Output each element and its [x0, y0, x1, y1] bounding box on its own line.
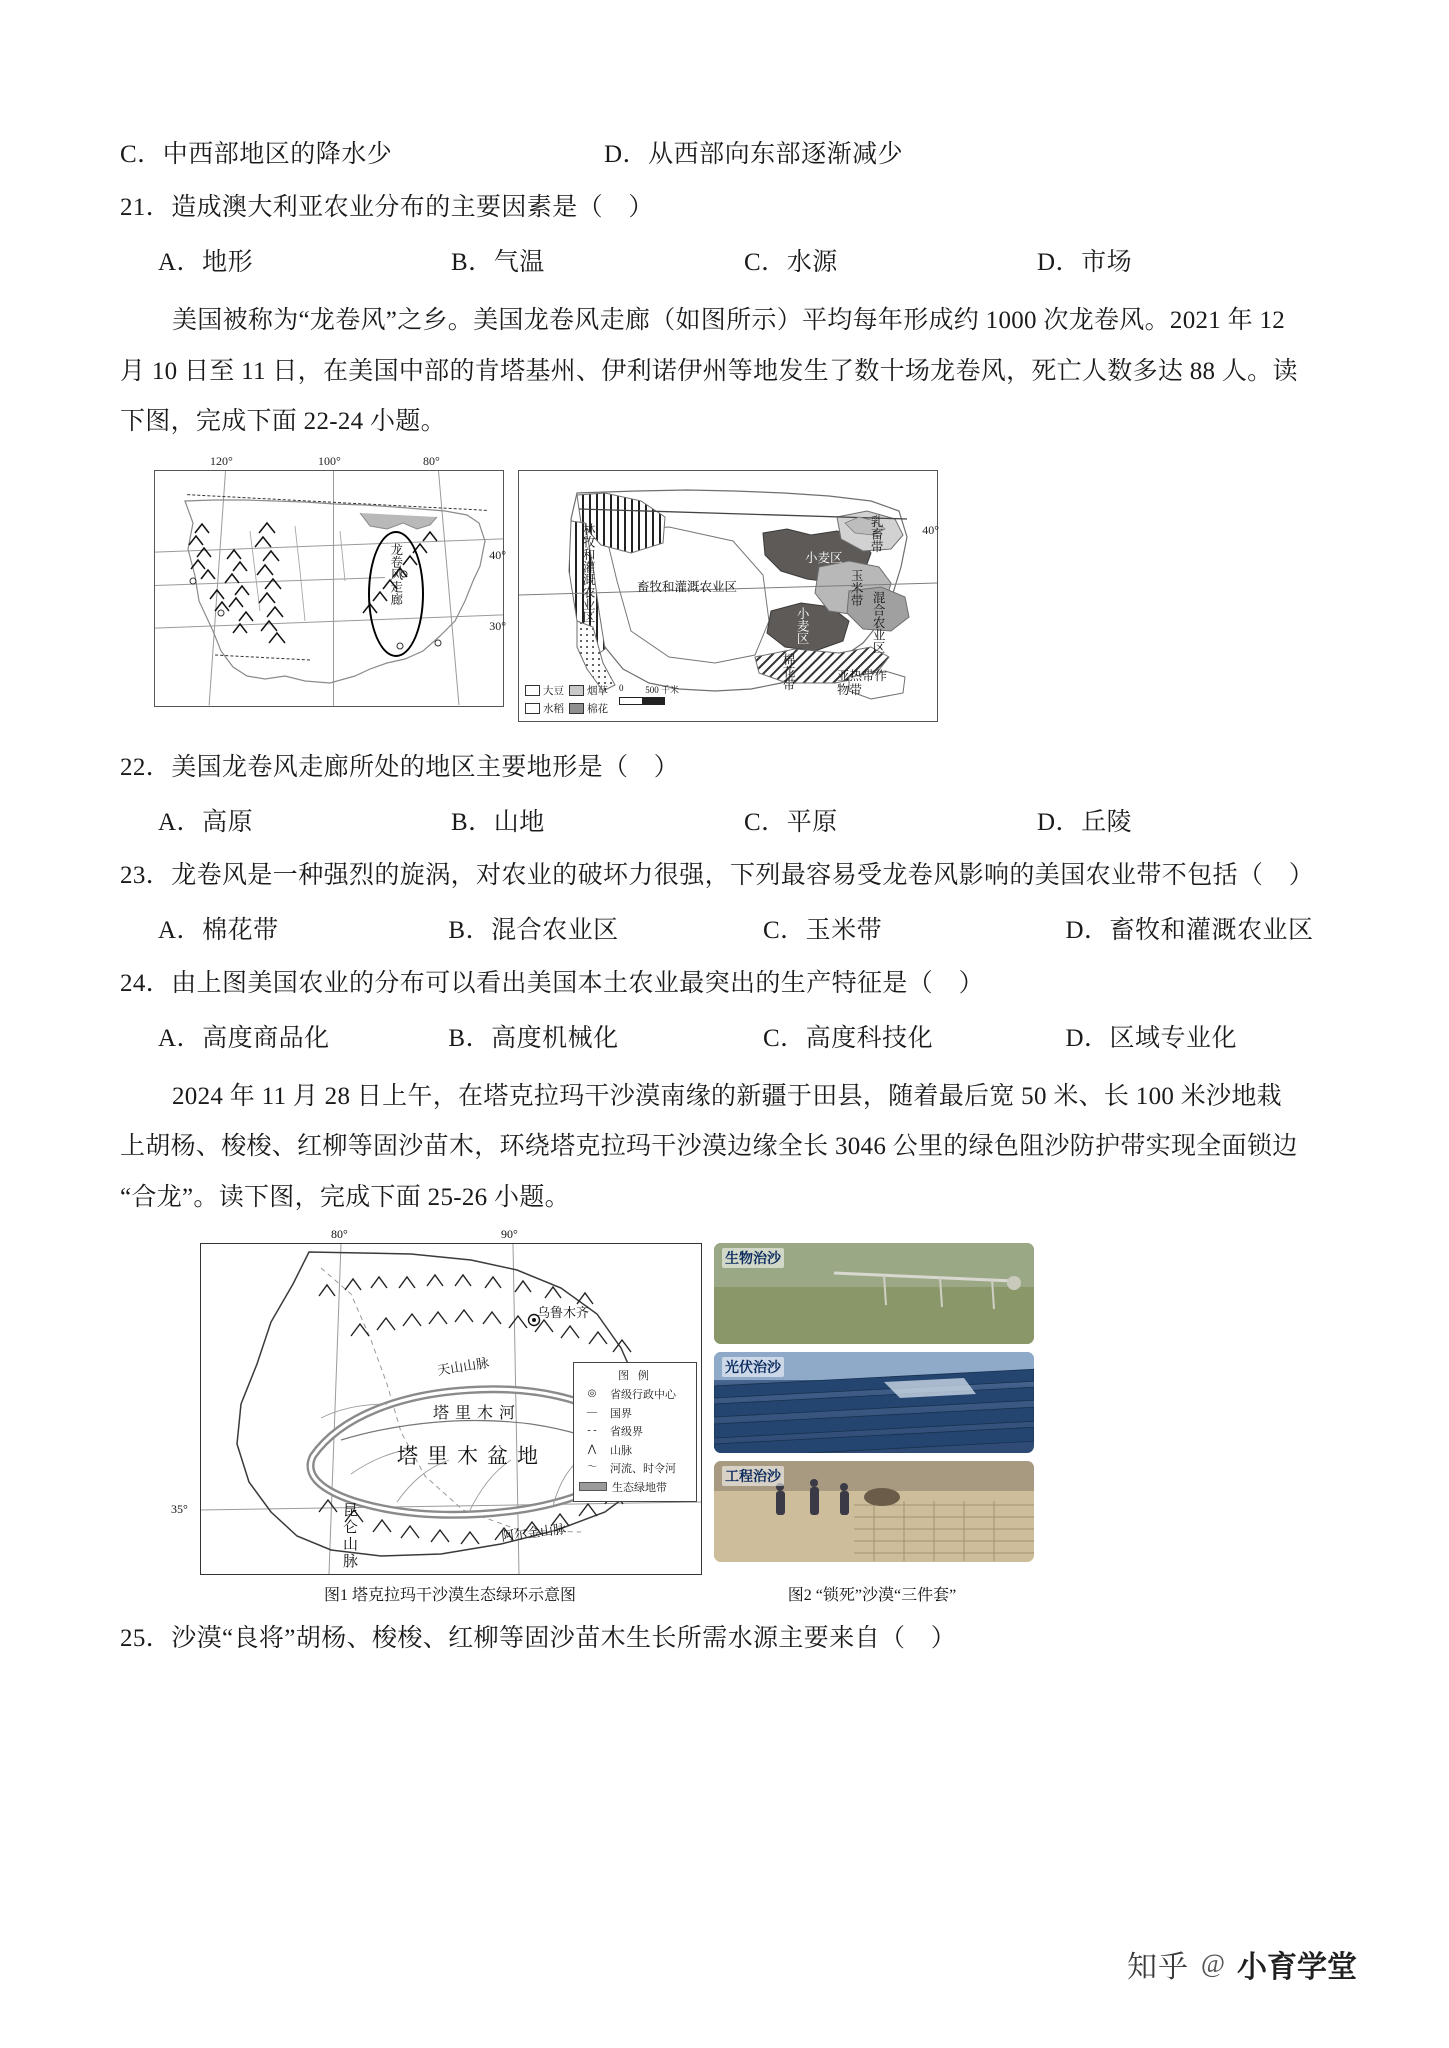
- legend-label: 水稻: [543, 703, 564, 715]
- legend-label: 烟草: [587, 685, 608, 697]
- lon-label-120: 120°: [210, 453, 233, 468]
- region-label-subtropical: 亚热带作物带: [837, 668, 888, 697]
- option-text: 玉米带: [805, 916, 883, 944]
- place-label-tarim-river: 塔里木河: [433, 1405, 522, 1422]
- page-content: [120, 120, 1330, 1661]
- q21-options: [120, 242, 1330, 278]
- option-key: D．: [1065, 916, 1110, 944]
- region-label-cotton-belt: 棉花带: [781, 652, 796, 690]
- option-text: 棉花带: [202, 916, 279, 944]
- region-label-dairy-belt: 乳畜带: [869, 514, 884, 552]
- option-key: B．: [448, 916, 492, 944]
- option-key: B．: [448, 1024, 492, 1052]
- option-key: D．: [1037, 249, 1082, 276]
- photo-label: 光伏治沙: [722, 1357, 784, 1377]
- legend-label: 省级行政中心: [610, 1389, 676, 1401]
- caption-fig1: 图1 塔克拉玛干沙漠生态绿环示意图: [323, 1587, 576, 1604]
- q24-options: [120, 1018, 1330, 1054]
- passage-line: 月 10 日至 11 日，在美国中部的肯塔基州、伊利诺伊州等地发生了数十场龙卷风，死亡人数多达 88 人。读: [120, 357, 1298, 385]
- region-label-wheat-south: 小麦区: [795, 606, 810, 644]
- lat-label-40: 40°: [489, 547, 506, 562]
- rice-icon: [525, 703, 540, 714]
- map-tarim-basin: [171, 1227, 702, 1575]
- question-22-stem: 22．美国龙卷风走廊所处的地区主要地形是（ ）: [120, 753, 680, 781]
- legend-title: 图 例: [618, 1370, 652, 1382]
- passage-line: “合龙”。读下图，完成下面 25-26 小题。: [120, 1183, 570, 1211]
- option-key: C．: [762, 916, 806, 944]
- place-label-altun: 阿尔金山脉: [500, 1521, 567, 1544]
- option-text: 气温: [493, 249, 545, 276]
- option-key: A．: [158, 1024, 203, 1052]
- option-text: 丘陵: [1081, 808, 1133, 836]
- scale-start: 0: [619, 682, 624, 693]
- capital-icon: ◎: [587, 1388, 597, 1399]
- legend-label: 生态绿地带: [612, 1481, 667, 1494]
- legend-label: 山脉: [610, 1444, 632, 1457]
- river-icon: 〜: [587, 1462, 597, 1473]
- option-text: 区域专业化: [1109, 1024, 1238, 1052]
- option-key: A．: [158, 249, 203, 276]
- option-text: 中西部地区的降水少: [162, 141, 393, 168]
- legend-label: 大豆: [543, 685, 564, 697]
- legend-label: 国界: [610, 1407, 632, 1420]
- region-label-livestock-irrigation: 畜牧和灌溉农业区: [637, 579, 738, 594]
- option-key: C．: [744, 808, 787, 836]
- lon-label-80: 80°: [423, 453, 440, 468]
- cotton-icon: [569, 703, 584, 714]
- place-label-urumqi: 乌鲁木齐: [537, 1305, 590, 1320]
- option-text: 地形: [202, 249, 254, 276]
- lat-label-30: 30°: [489, 618, 506, 633]
- option-text: 高原: [202, 808, 254, 836]
- place-label-tarim-basin: 塔里木盆地: [397, 1444, 547, 1468]
- scale-end: 500 千米: [645, 684, 679, 695]
- option-key: B．: [451, 808, 494, 836]
- at-symbol: @: [1201, 1949, 1225, 1978]
- lon-label-100: 100°: [318, 453, 341, 468]
- soybean-icon: [525, 685, 540, 696]
- option-text: 市场: [1081, 249, 1133, 276]
- option-text: 畜牧和灌溉农业区: [1109, 916, 1314, 944]
- tarim-lat-label-35: 35°: [171, 1502, 188, 1516]
- tobacco-icon: [569, 685, 584, 696]
- photo-engineering-sand-control: [714, 1461, 1034, 1562]
- region-label-corn-belt: 玉米带: [849, 568, 864, 606]
- agri-scale-bar: [619, 683, 679, 705]
- option-key: D．: [1037, 808, 1082, 836]
- map-usa-agriculture: [518, 470, 938, 722]
- question-24-stem: 24．由上图美国农业的分布可以看出美国本土农业最突出的生产特征是（ ）: [120, 969, 985, 997]
- option-text: 高度科技化: [805, 1024, 934, 1052]
- agri-lat-label-40: 40°: [922, 522, 939, 537]
- q20-options: [120, 134, 1330, 170]
- usa-outline-svg: [155, 471, 503, 706]
- option-text: 水源: [786, 249, 838, 276]
- option-text: 从西部向东部逐渐减少: [648, 141, 904, 168]
- option-text: 高度机械化: [491, 1024, 619, 1052]
- option-text: 平原: [786, 808, 838, 836]
- map-usa-tornado-alley: [154, 453, 506, 707]
- legend-label: 省级界: [610, 1426, 643, 1438]
- option-key: B．: [451, 249, 494, 276]
- option-key: A．: [158, 808, 203, 836]
- figure-captions: [200, 1575, 1330, 1605]
- caption-fig2: 图2 “锁死”沙漠“三件套”: [787, 1587, 957, 1604]
- photo-pv-sand-control: [714, 1352, 1034, 1453]
- option-key: C．: [762, 1024, 806, 1052]
- scale-bar-graphic: [619, 697, 665, 705]
- option-text: 混合农业区: [491, 916, 619, 944]
- green-belt-icon: [579, 1482, 607, 1491]
- option-key: C．: [120, 141, 163, 168]
- q22-options: [120, 802, 1330, 838]
- place-label-kunlun: 昆仑山脉: [341, 1502, 357, 1570]
- region-label-mixed-farming: 混合农业区: [871, 590, 886, 653]
- region-label-forestry-irrigation: 林牧和灌溉农业区: [581, 522, 596, 623]
- figure-tornado-agriculture: [154, 453, 1330, 722]
- mountain-icon: ⋀: [587, 1443, 597, 1455]
- passage-line: 上胡杨、梭梭、红柳等固沙苗木，环绕塔克拉玛干沙漠边缘全长 3046 公里的绿色阻沙防护带实现全面锁边: [120, 1133, 1298, 1160]
- photo-column: [714, 1243, 1034, 1562]
- tarim-legend: [573, 1362, 697, 1502]
- question-25-stem: 25．沙漠“良将”胡杨、梭梭、红柳等固沙苗木生长所需水源主要来自（ ）: [120, 1625, 957, 1652]
- watermark: [1127, 1942, 1357, 1986]
- agri-legend: [525, 683, 679, 716]
- question-21-stem: 21．造成澳大利亚农业分布的主要因素是（ ）: [120, 194, 654, 221]
- option-text: 高度商品化: [202, 1024, 330, 1052]
- tarim-passage: [120, 1072, 1330, 1224]
- tornado-passage: [120, 296, 1330, 448]
- option-text: 山地: [493, 808, 545, 836]
- national-border-icon: —: [587, 1406, 597, 1418]
- option-key: C．: [744, 249, 787, 276]
- photo-label: 生物治沙: [722, 1248, 784, 1268]
- zhihu-logo: 知乎: [1127, 1951, 1190, 1984]
- q23-options: [120, 910, 1330, 946]
- photo-label: 工程治沙: [722, 1466, 784, 1486]
- passage-line: 美国被称为“龙卷风”之乡。美国龙卷风走廊（如图所示）平均每年形成约 1000 次龙卷风。2021 年 12: [172, 307, 1286, 334]
- figure-tarim-photos: [171, 1227, 1330, 1575]
- option-key: D．: [604, 141, 649, 168]
- option-key: A．: [158, 916, 203, 944]
- option-key: D．: [1065, 1024, 1110, 1052]
- legend-label: 棉花: [587, 703, 608, 715]
- question-23-stem: 23．龙卷风是一种强烈的旋涡，对农业的破坏力很强，下列最容易受龙卷风影响的美国农业带不包括（ ）: [120, 861, 1315, 889]
- place-label-tianshan: 天山山脉: [436, 1355, 491, 1378]
- tarim-lon-label-90: 90°: [501, 1227, 518, 1241]
- passage-line: 2024 年 11 月 28 日上午，在塔克拉玛干沙漠南缘的新疆于田县，随着最后宽 50 米、长 100 米沙地栽: [172, 1082, 1282, 1110]
- photo-bio-sand-control: [714, 1243, 1034, 1344]
- watermark-name: 小育学堂: [1237, 1951, 1357, 1984]
- region-label-wheat-north: 小麦区: [805, 550, 843, 565]
- legend-label: 河流、时令河: [610, 1463, 676, 1475]
- tarim-lon-label-80: 80°: [331, 1227, 348, 1241]
- passage-line: 下图，完成下面 22-24 小题。: [120, 408, 446, 435]
- tornado-alley-label: 龙卷风走廊: [388, 542, 403, 605]
- province-border-icon: - -: [587, 1425, 597, 1436]
